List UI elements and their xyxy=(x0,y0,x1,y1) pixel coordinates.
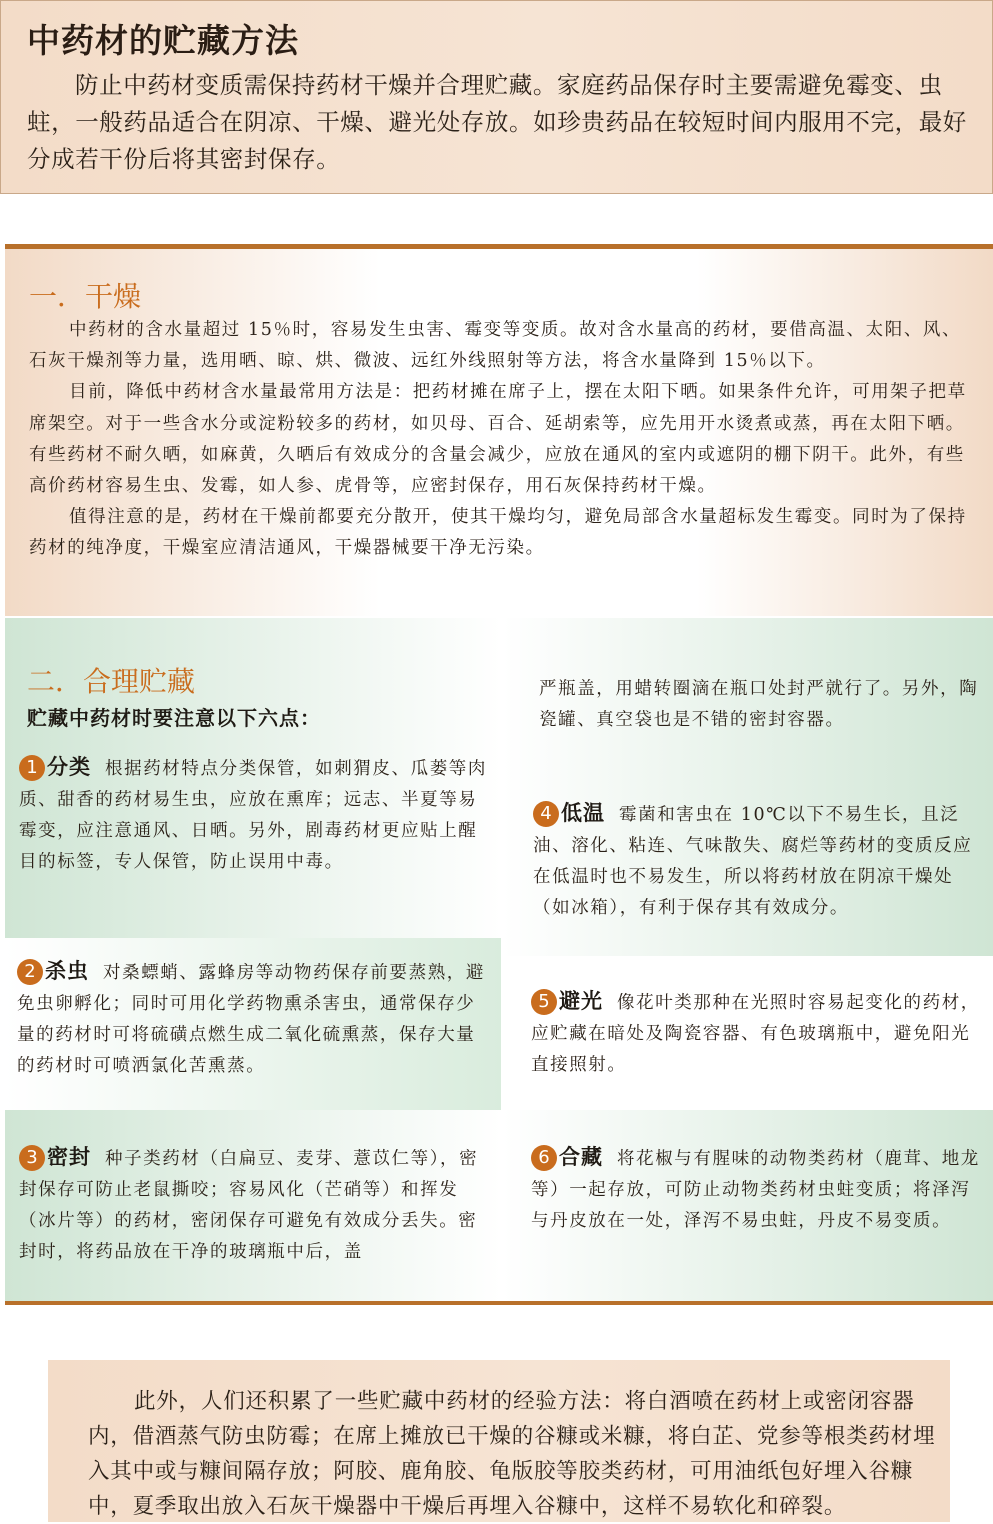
section-heading: 一．干燥 xyxy=(29,280,142,313)
tips-cell-right-2 xyxy=(503,768,993,956)
number-badge: 2 xyxy=(17,959,43,985)
tips-cell-right-4 xyxy=(503,1110,993,1301)
tip-title: 杀虫 xyxy=(45,959,89,983)
section-heading: 二．合理贮藏 xyxy=(27,665,196,698)
number-badge: 3 xyxy=(19,1145,45,1171)
paragraph: 目前，降低中药材含水量最常用方法是：把药材摊在席子上，摆在太阳下晒。如果条件允许，可用架子把草席架空。对于一些含水分或淀粉较多的药材，如贝母、百合、延胡索等，应先用开水烫煮或蒸，再在太阳下晒。有些药材不耐久晒，如麻黄，久晒后有效成分的含量会减少，应放在通风的室内或遮阴的棚下阴干。此外，有些高价药材容易生虫、发霉，如人参、虎骨等，应密封保存，用石灰保持药材干燥。 xyxy=(29,382,967,497)
tip-seal-continued: 严瓶盖，用蜡转圈滴在瓶口处封严就行了。另外，陶瓷罐、真空袋也是不错的密封容器。 xyxy=(539,679,979,730)
page-title: 中药材的贮藏方法 xyxy=(27,21,299,60)
paragraph: 中药材的含水量超过 15％时，容易发生虫害、霉变等变质。故对含水量高的药材，要借高温、太阳、风、石灰干燥剂等力量，选用晒、晾、烘、微波、远红外线照射等方法，将含水量降到 15％以下。 xyxy=(29,320,962,372)
tip-title: 分类 xyxy=(47,755,91,779)
number-badge: 4 xyxy=(533,801,559,827)
section-subheading: 贮藏中药材时要注意以下六点： xyxy=(27,706,321,730)
tips-cell-right-1 xyxy=(503,618,993,768)
number-badge: 1 xyxy=(19,755,45,781)
section-drying xyxy=(5,244,993,616)
tip-title: 密封 xyxy=(47,1145,91,1169)
tip-avoid-light xyxy=(531,986,983,1081)
number-badge: 5 xyxy=(531,989,557,1015)
outro-paragraph: 此外，人们还积累了一些贮藏中药材的经验方法：将白酒喷在药材上或密闭容器内，借酒蒸气防虫防霉；在席上摊放已干燥的谷糠或米糠，将白芷、党参等根类药材埋入其中或与糠间隔存放；阿胶、鹿角胶、龟版胶等胶类药材，可用油纸包好埋入谷糠中，夏季取出放入石灰干燥器中干燥后再埋入谷糠中，这样不易软化和碎裂。 xyxy=(88,1389,936,1519)
section-body xyxy=(29,315,973,565)
tip-classify xyxy=(19,752,489,878)
tip-title: 避光 xyxy=(559,989,603,1013)
intro-paragraph: 防止中药材变质需保持药材干燥并合理贮藏。家庭药品保存时主要需避免霉变、虫蛀，一般药品适合在阴凉、干燥、避光处存放。如珍贵药品在较短时间内服用不完，最好分成若干份后将其密封保存。 xyxy=(27,71,967,173)
tips-cell-left-1 xyxy=(5,618,501,938)
tip-text: 对桑螵蛸、露蜂房等动物药保存前要蒸熟，避免虫卵孵化；同时可用化学药物熏杀害虫，通常保存少量的药材时可将硫磺点燃生成二氧化硫熏蒸，保存大量的药材时可喷洒氯化苦熏蒸。 xyxy=(17,963,485,1076)
tip-text: 根据药材特点分类保管，如刺猬皮、瓜蒌等肉质、甜香的药材易生虫，应放在熏库；远志、半夏等易霉变，应注意通风、日晒。另外，剧毒药材更应贴上醒目的标签，专人保管，防止误用中毒。 xyxy=(19,759,487,872)
tip-title: 低温 xyxy=(561,801,605,825)
tips-cell-left-2 xyxy=(5,938,501,1110)
intro-box xyxy=(0,0,993,194)
section-divider xyxy=(5,1301,993,1305)
tip-low-temp xyxy=(533,798,985,924)
tips-cell-right-3 xyxy=(503,956,993,1110)
tips-cell-left-3 xyxy=(5,1110,501,1301)
tip-text: 种子类药材（白扁豆、麦芽、薏苡仁等），密封保存可防止老鼠撕咬；容易风化（芒硝等）和挥发（冰片等）的药材，密闭保存可避免有效成分丢失。密封时，将药品放在干净的玻璃瓶中后，盖 xyxy=(19,1149,479,1262)
tip-text: 霉菌和害虫在 10℃以下不易生长，且泛油、溶化、粘连、气味散失、腐烂等药材的变质反应在低温时也不易发生，所以将药材放在阴凉干燥处（如冰箱），有利于保存其有效成分。 xyxy=(533,805,973,918)
tip-seal xyxy=(19,1142,489,1268)
outro-box xyxy=(48,1360,950,1522)
tip-title: 合藏 xyxy=(559,1145,603,1169)
tip-text: 像花叶类那种在光照时容易起变化的药材，应贮藏在暗处及陶瓷容器、有色玻璃瓶中，避免阳光直接照射。 xyxy=(531,993,980,1075)
tip-insecticide xyxy=(17,956,489,1082)
tip-co-storage xyxy=(531,1142,983,1237)
paragraph: 值得注意的是，药材在干燥前都要充分散开，使其干燥均匀，避免局部含水量超标发生霉变。同时为了保持药材的纯净度，干燥室应清洁通风，干燥器械要干净无污染。 xyxy=(29,507,967,559)
tip-text: 将花椒与有腥味的动物类药材（鹿茸、地龙等）一起存放，可防止动物类药材虫蛀变质；将泽泻与丹皮放在一处，泽泻不易虫蛀，丹皮不易变质。 xyxy=(531,1149,980,1231)
number-badge: 6 xyxy=(531,1145,557,1171)
